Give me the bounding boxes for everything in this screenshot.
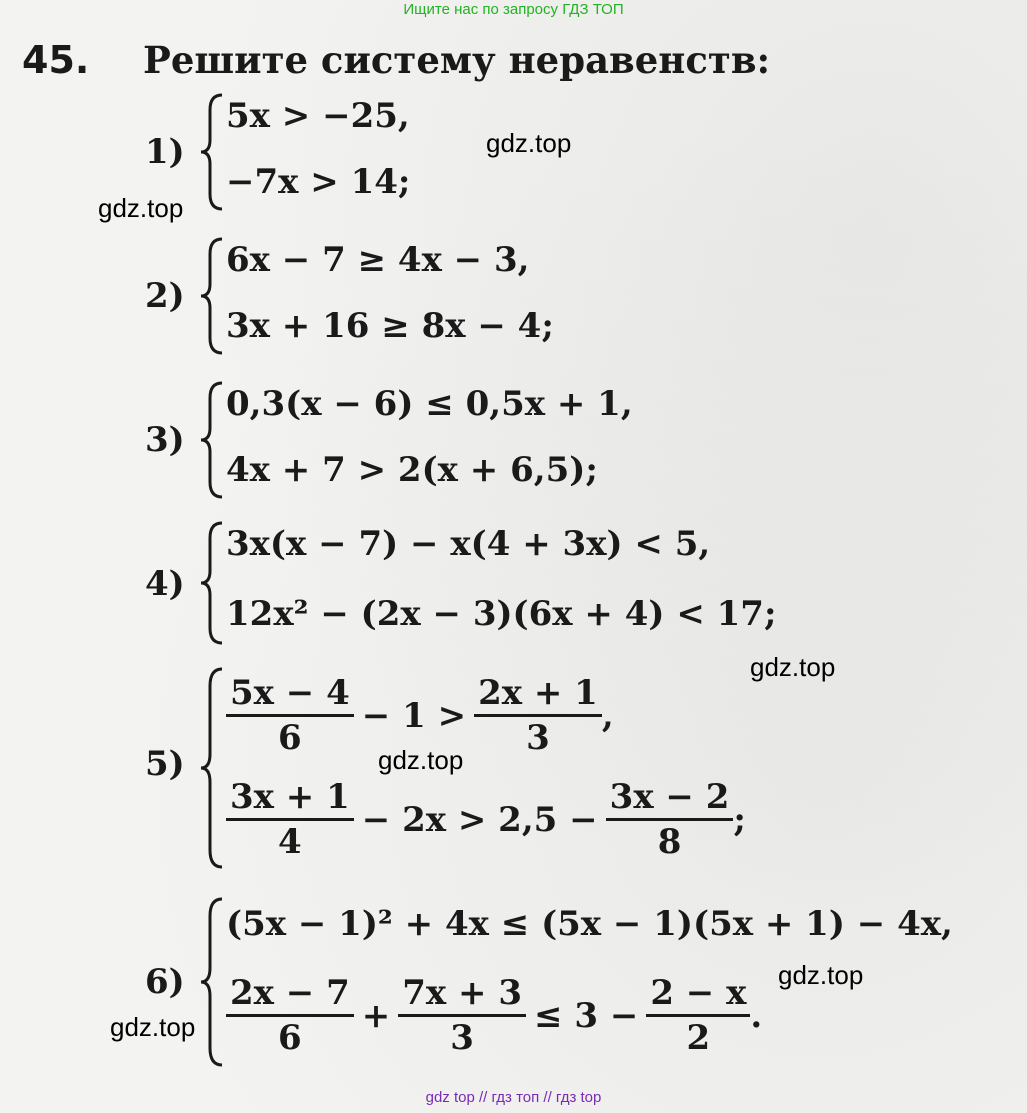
brace-3 <box>198 380 226 500</box>
fraction <box>398 972 526 1059</box>
footer-note[interactable]: gdz top // гдз топ // гдз top <box>425 1089 602 1106</box>
problem-title: Решите систему неравенств: <box>143 38 771 82</box>
item-3-line-1: 0,3(x − 6) ≤ 0,5x + 1, <box>226 384 633 424</box>
operator-text: ≤ 3 − <box>534 995 639 1036</box>
watermark: gdz.top <box>778 960 864 990</box>
item-1-line-2: −7x > 14; <box>226 162 411 202</box>
brace-5 <box>198 666 226 870</box>
item-6-line-2 <box>226 972 762 1059</box>
denominator: 8 <box>657 822 682 862</box>
denominator: 4 <box>278 822 302 862</box>
punctuation: . <box>750 995 763 1036</box>
operator-text: + <box>361 995 391 1036</box>
watermark: gdz.top <box>486 128 572 158</box>
operator-text: − 2x > 2,5 − <box>361 799 598 840</box>
numerator: 3x + 1 <box>226 776 354 821</box>
denominator: 2 <box>686 1018 711 1058</box>
item-label-1: 1) <box>145 132 185 172</box>
watermark: gdz.top <box>378 745 464 775</box>
watermark: gdz.top <box>110 1012 196 1042</box>
numerator: 3x − 2 <box>606 776 734 821</box>
denominator: 6 <box>278 718 302 758</box>
brace-1 <box>198 92 226 212</box>
item-label-3: 3) <box>145 420 185 460</box>
denominator: 3 <box>526 718 550 758</box>
numerator: 2 − x <box>646 972 750 1017</box>
brace-2 <box>198 236 226 356</box>
fraction <box>226 972 354 1059</box>
fraction <box>606 776 734 863</box>
operator-text: − 1 > <box>361 695 467 736</box>
item-4-line-2: 12x² − (2x − 3)(6x + 4) < 17; <box>226 594 777 634</box>
numerator: 7x + 3 <box>398 972 526 1017</box>
denominator: 3 <box>450 1018 474 1058</box>
item-label-6: 6) <box>145 962 185 1002</box>
numerator: 2x − 7 <box>226 972 354 1017</box>
problem-number: 45. <box>22 38 90 82</box>
item-label-5: 5) <box>145 744 185 784</box>
fraction <box>226 776 354 863</box>
item-label-4: 4) <box>145 564 185 604</box>
item-label-2: 2) <box>145 276 185 316</box>
item-1-line-1: 5x > −25, <box>226 96 410 136</box>
item-2-line-1: 6x − 7 ≥ 4x − 3, <box>226 240 530 280</box>
watermark: gdz.top <box>750 652 836 682</box>
numerator: 5x − 4 <box>226 672 354 717</box>
brace-4 <box>198 520 226 646</box>
item-5-line-2 <box>226 776 746 863</box>
item-2-line-2: 3x + 16 ≥ 8x − 4; <box>226 306 554 346</box>
watermark: gdz.top <box>98 193 184 223</box>
denominator: 6 <box>278 1018 302 1058</box>
fraction <box>226 672 354 759</box>
punctuation: ; <box>733 799 746 840</box>
punctuation: , <box>601 695 614 736</box>
fraction <box>646 972 750 1059</box>
fraction <box>474 672 602 759</box>
item-3-line-2: 4x + 7 > 2(x + 6,5); <box>226 450 598 490</box>
item-6-line-1: (5x − 1)² + 4x ≤ (5x − 1)(5x + 1) − 4x, <box>226 904 953 944</box>
item-4-line-1: 3x(x − 7) − x(4 + 3x) < 5, <box>226 524 711 564</box>
numerator: 2x + 1 <box>474 672 602 717</box>
header-note[interactable]: Ищите нас по запросу ГДЗ ТОП <box>403 1 624 18</box>
brace-6 <box>198 896 226 1068</box>
